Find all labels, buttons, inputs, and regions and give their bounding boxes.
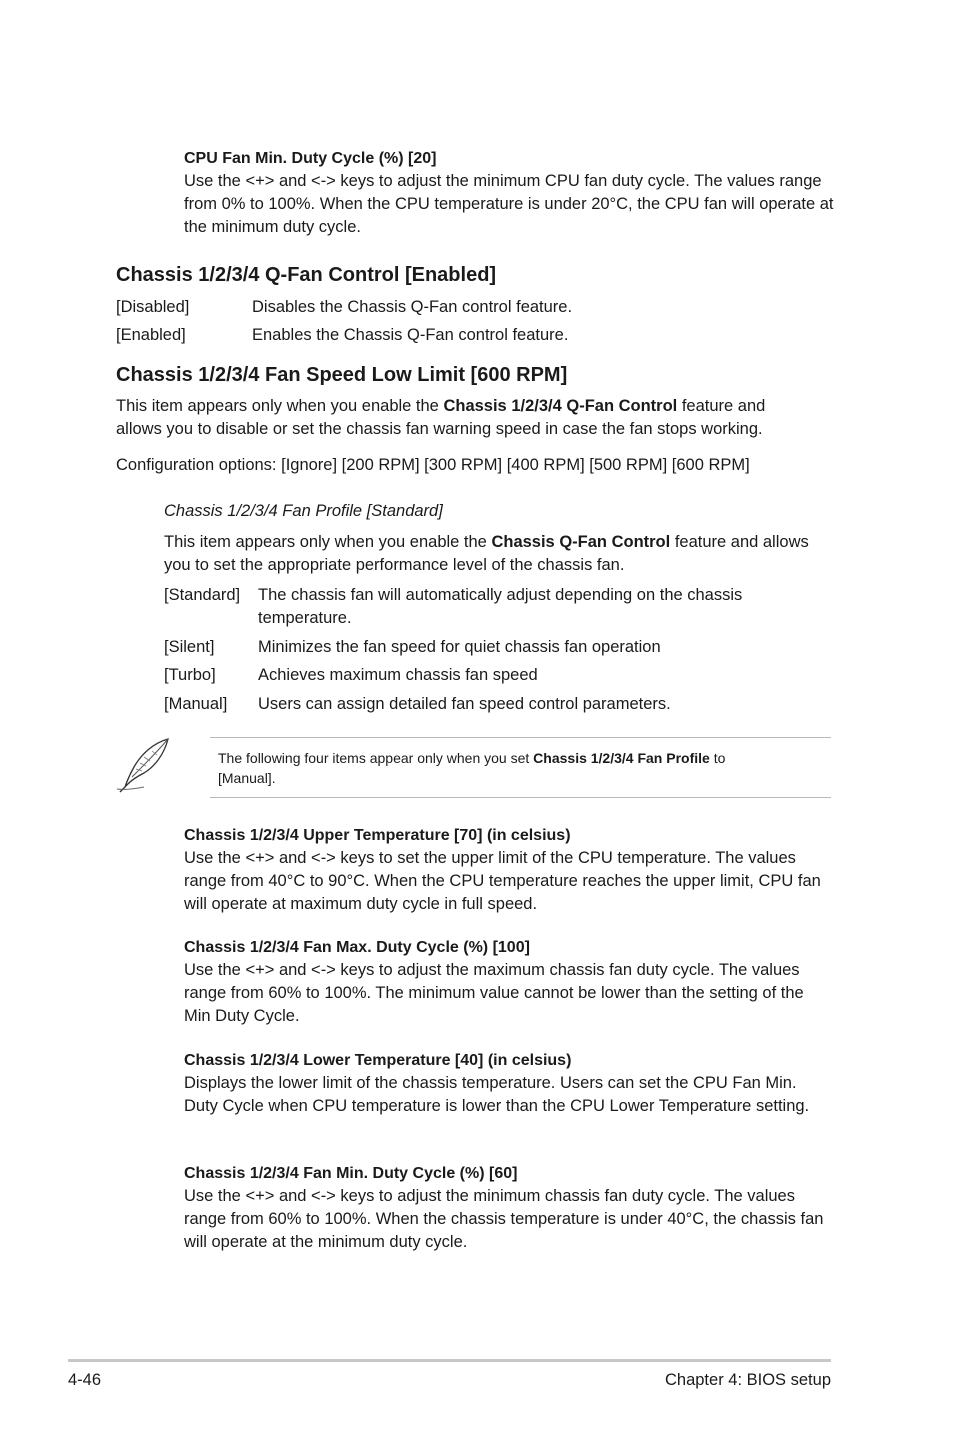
feather-pen-icon [114, 737, 174, 793]
low-limit-body: This item appears only when you enable the Chassis 1/2/3/4 Q-Fan Control feature and allows you to disable or set the chassis fan warning speed in case the fan stops working. [116, 397, 766, 438]
note-text: The following four items appear only when you set Chassis 1/2/3/4 Fan Profile to [Manual]. [218, 750, 726, 786]
max-duty-title: Chassis 1/2/3/4 Fan Max. Duty Cycle (%) [100] [184, 939, 530, 956]
cpu-min-duty-title: CPU Fan Min. Duty Cycle (%) [20] [184, 150, 437, 167]
note-bold: Chassis 1/2/3/4 Fan Profile [533, 750, 710, 766]
cpu-min-duty-body: Use the <+> and <-> keys to adjust the minimum CPU fan duty cycle. The values range from 0% to 100%. When the CPU temperature is under 20°C, the CPU fan will operate at the minimum duty cycle. [184, 172, 834, 236]
low-limit-body-bold: Chassis 1/2/3/4 Q-Fan Control [443, 397, 678, 415]
low-limit-config: Configuration options: [Ignore] [200 RPM] [300 RPM] [400 RPM] [500 RPM] [600 RPM] [116, 456, 750, 474]
page-number: 4-46 [68, 1371, 102, 1389]
profile-option-standard [164, 584, 831, 630]
option-key: [Enabled] [116, 326, 186, 344]
option-key: [Silent] [164, 638, 215, 656]
fan-profile-title: Chassis 1/2/3/4 Fan Profile [Standard] [164, 502, 443, 520]
fan-profile-body-bold: Chassis Q-Fan Control [491, 533, 671, 551]
lower-temp-body: Displays the lower limit of the chassis temperature. Users can set the CPU Fan Min. Duty Cycle when CPU temperature is lower than the CPU Lower Temperature setting. [184, 1074, 810, 1115]
option-key: [Disabled] [116, 298, 190, 316]
fan-profile-body: This item appears only when you enable the Chassis Q-Fan Control feature and allows you to set the appropriate performance level of the chassis fan. [164, 533, 809, 574]
option-desc: Achieves maximum chassis fan speed [258, 666, 538, 684]
upper-temp-title: Chassis 1/2/3/4 Upper Temperature [70] (in celsius) [184, 827, 571, 844]
option-desc: Users can assign detailed fan speed control parameters. [258, 695, 671, 713]
option-key: [Turbo] [164, 666, 216, 684]
max-duty-body: Use the <+> and <-> keys to adjust the maximum chassis fan duty cycle. The values range from 60% to 100%. The minimum value cannot be lower than the setting of the Min Duty Cycle. [184, 961, 804, 1025]
note-bottom-rule [210, 797, 831, 798]
qfan-control-heading: Chassis 1/2/3/4 Q-Fan Control [Enabled] [116, 264, 497, 286]
upper-temp-body: Use the <+> and <-> keys to set the upper limit of the CPU temperature. The values range from 40°C to 90°C. When the CPU temperature reaches the upper limit, CPU fan will operate at maximum duty cycle in full speed. [184, 849, 821, 913]
chapter-label: Chapter 4: BIOS setup [664, 1371, 831, 1389]
lower-temp-title: Chassis 1/2/3/4 Lower Temperature [40] (in celsius) [184, 1052, 572, 1069]
option-desc: Disables the Chassis Q-Fan control feature. [252, 298, 573, 316]
low-limit-heading: Chassis 1/2/3/4 Fan Speed Low Limit [600 RPM] [116, 364, 568, 386]
option-desc: Minimizes the fan speed for quiet chassis fan operation [258, 638, 661, 656]
option-key: [Manual] [164, 695, 228, 713]
min-duty-body: Use the <+> and <-> keys to adjust the minimum chassis fan duty cycle. The values range from 60% to 100%. When the chassis temperature is under 40°C, the chassis fan will operate at the minimum duty cycle. [184, 1187, 824, 1251]
note-top-rule [210, 737, 831, 738]
min-duty-title: Chassis 1/2/3/4 Fan Min. Duty Cycle (%) [60] [184, 1165, 518, 1182]
option-desc: Enables the Chassis Q-Fan control feature. [252, 326, 569, 344]
option-key: [Standard] [164, 586, 241, 604]
footer-rule [68, 1359, 831, 1362]
option-desc: The chassis fan will automatically adjust depending on the chassis temperature. [258, 586, 743, 627]
